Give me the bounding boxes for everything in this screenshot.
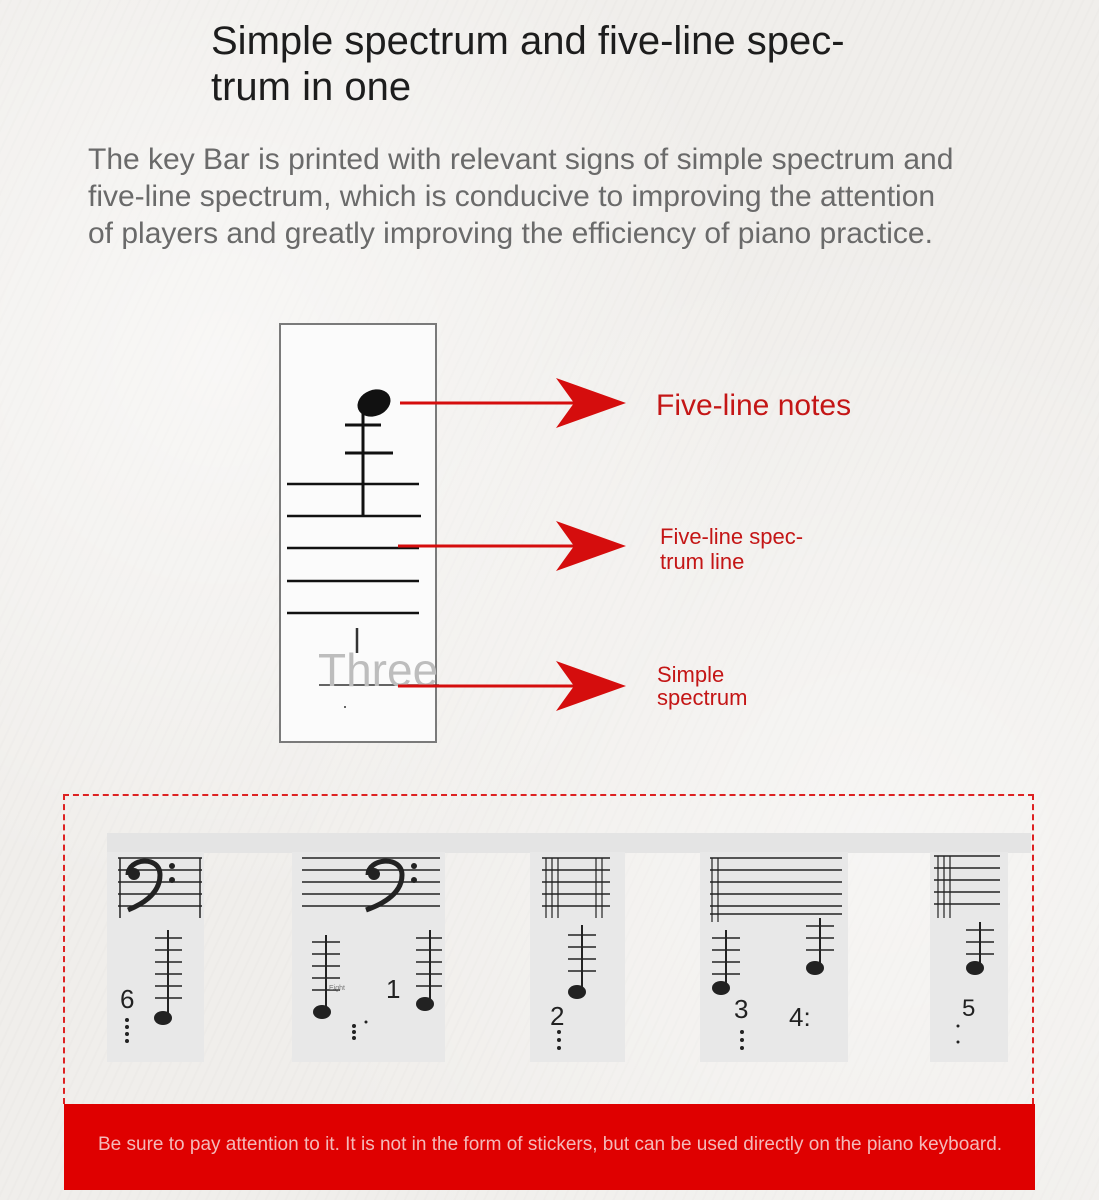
- key-tile: [292, 852, 445, 1062]
- label-simple-part-2: spectrum: [657, 685, 748, 710]
- label-five-line-notes: Five-line notes: [656, 389, 852, 422]
- title-line-2: trum in one: [211, 65, 412, 109]
- key-number-6: 6: [120, 984, 135, 1014]
- description-line-2: five-line spectrum, which is conducive to improving the attention: [88, 180, 936, 213]
- title-line-1: Simple spectrum and five-line spec-: [211, 19, 845, 63]
- key-number-5: 5: [962, 995, 976, 1022]
- key-number-1: 1: [386, 974, 401, 1004]
- description-line-3: of players and greatly improving the efficiency of piano practice.: [88, 217, 933, 250]
- key-tile: [107, 852, 204, 1062]
- key-number-4: 4:: [789, 1002, 811, 1032]
- label-simple-part-1: Simple: [657, 662, 725, 687]
- small-tag-text: Eight: [329, 985, 345, 992]
- key-tile: [530, 852, 625, 1062]
- key-tile: [700, 852, 848, 1062]
- label-line-part-1: Five-line spec-: [660, 524, 804, 549]
- description-line-1: The key Bar is printed with relevant signs of simple spectrum and: [88, 143, 954, 176]
- key-number-2: 2: [550, 1001, 565, 1031]
- key-number-3: 3: [734, 994, 749, 1024]
- key-bar-word: Three: [318, 644, 439, 696]
- warning-banner-text: Be sure to pay attention to it. It is not in the form of stickers, but can be used directly on the piano keyboard.: [98, 1134, 1003, 1155]
- key-tile: [930, 852, 1008, 1062]
- label-line-part-2: trum line: [660, 549, 745, 574]
